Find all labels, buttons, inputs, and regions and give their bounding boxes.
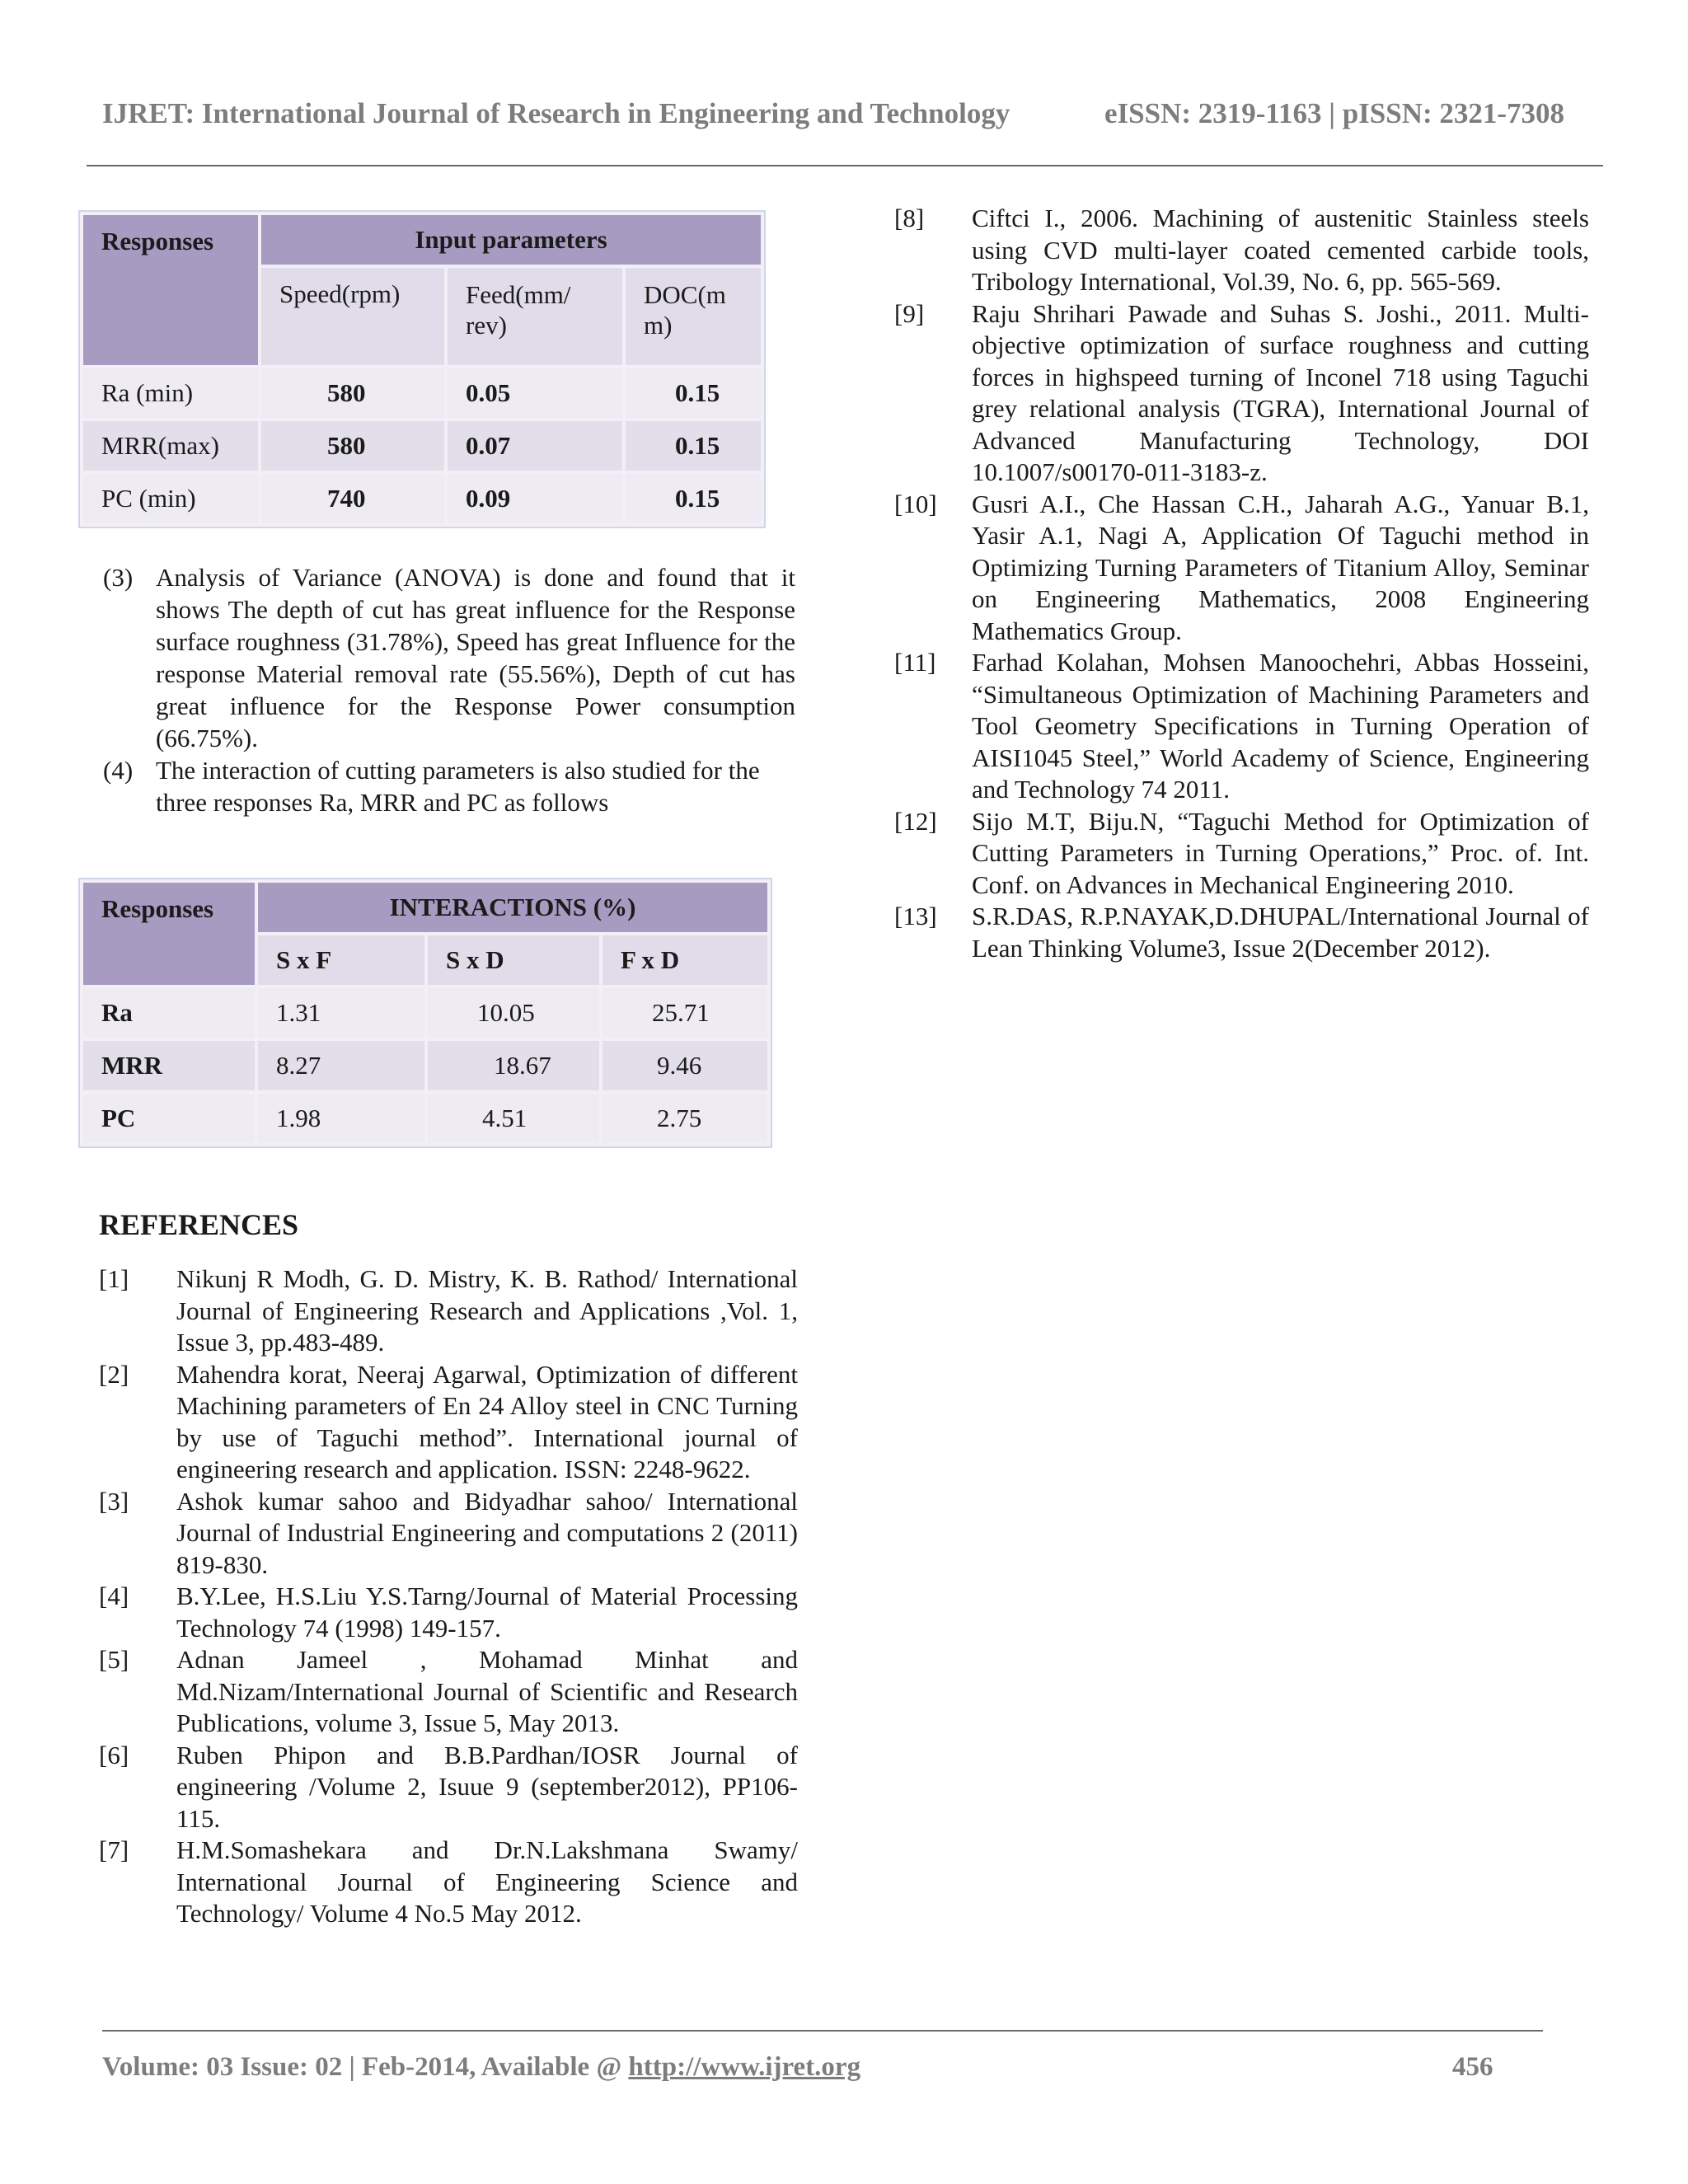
row-label: MRR xyxy=(83,1041,255,1090)
list-item xyxy=(99,1359,798,1486)
list-item xyxy=(894,806,1589,902)
row-label: Ra (min) xyxy=(83,368,258,418)
row-label: Ra xyxy=(83,988,255,1038)
cell-value: 580 xyxy=(261,421,444,471)
table-row xyxy=(83,421,761,471)
cell-value: 0.09 xyxy=(448,474,622,523)
table2-col-sxd: S x D xyxy=(428,935,599,985)
ref-text: H.M.Somashekara and Dr.N.Lakshmana Swamy/ International Journal of Engineering Science and Technology/ Volume 4 No.5 May 2012. xyxy=(176,1835,798,1928)
ref-text: S.R.DAS, R.P.NAYAK,D.DHUPAL/International Journal of Lean Thinking Volume3, Issue 2(December 2012). xyxy=(972,902,1589,963)
ref-number: [12] xyxy=(894,806,937,836)
journal-title: IJRET: International Journal of Research in Engineering and Technology xyxy=(102,97,1010,129)
ref-number: [7] xyxy=(99,1835,129,1864)
point-text: Analysis of Variance (ANOVA) is done and found that it shows The depth of cut has great influence for the Response surface roughness (31.78%), Speed has great Influence for the response Material removal rate (55.56%), Depth of cut has great influence for the Response Power consumption (66.75%). xyxy=(156,563,795,752)
table-row xyxy=(83,1041,767,1090)
cell-value: 4.51 xyxy=(428,1094,599,1143)
conclusion-points xyxy=(78,561,795,818)
ref-text: Mahendra korat, Neeraj Agarwal, Optimization of different Machining parameters of En 24 Alloy steel in CNC Turning by use of Taguchi method”. International journal of engineering research and application. ISSN: 2248-9622. xyxy=(176,1359,798,1483)
page-number: 456 xyxy=(1452,2052,1493,2082)
table1-col-speed: Speed(rpm) xyxy=(261,268,444,365)
issn-numbers: eISSN: 2319-1163 | pISSN: 2321-7308 xyxy=(1104,97,1565,129)
ref-number: [3] xyxy=(99,1486,129,1516)
left-column xyxy=(78,210,798,1930)
cell-value: 1.31 xyxy=(258,988,424,1038)
cell-value: 0.15 xyxy=(626,474,761,523)
list-item xyxy=(894,203,1589,298)
ref-text: Sijo M.T, Biju.N, “Taguchi Method for Optimization of Cutting Parameters in Turning Operations,” Proc. of. Int. Conf. on Advances in Mechanical Engineering 2010. xyxy=(972,806,1589,899)
cell-value: 580 xyxy=(261,368,444,418)
ref-text: Raju Shrihari Pawade and Suhas S. Joshi., 2011. Multi-objective optimization of surface roughness and cutting forces in highspeed turning of Inconel 718 using Taguchi grey relational analysis (TGRA), International Journal of Advanced Manufacturing Technology, DOI 10.1007/s00170-011-3183-z. xyxy=(972,298,1589,486)
list-item xyxy=(99,1740,798,1835)
row-label: PC xyxy=(83,1094,255,1143)
point-text: The interaction of cutting parameters is also studied for the three responses Ra, MRR and PC as follows xyxy=(156,756,760,817)
table1-header-responses: Responses xyxy=(83,215,258,365)
list-item xyxy=(99,1581,798,1644)
ref-number: [10] xyxy=(894,489,937,518)
point-number: (4) xyxy=(103,756,134,785)
references-list-right xyxy=(894,203,1589,964)
table-row xyxy=(83,474,761,523)
ref-number: [9] xyxy=(894,298,925,328)
interactions-table xyxy=(78,878,772,1148)
cell-value: 10.05 xyxy=(428,988,599,1038)
list-item xyxy=(99,1263,798,1359)
table2-header-interactions: INTERACTIONS (%) xyxy=(258,883,767,932)
optimal-parameters-table xyxy=(78,210,766,528)
cell-value: 0.07 xyxy=(448,421,622,471)
footer-text: Volume: 03 Issue: 02 | Feb-2014, Available @ xyxy=(102,2052,629,2082)
ref-number: [11] xyxy=(894,648,936,677)
cell-value: 1.98 xyxy=(258,1094,424,1143)
table-row xyxy=(83,988,767,1038)
point-number: (3) xyxy=(103,563,134,592)
cell-value: 9.46 xyxy=(603,1041,767,1090)
ref-text: Ruben Phipon and B.B.Pardhan/IOSR Journal of engineering /Volume 2, Isuue 9 (september2012), PP106-115. xyxy=(176,1740,798,1833)
list-item xyxy=(99,1835,798,1930)
footer-rule xyxy=(102,2030,1543,2032)
list-item xyxy=(894,298,1589,489)
list-item xyxy=(894,901,1589,964)
cell-value: 740 xyxy=(261,474,444,523)
ref-text: Adnan Jameel , Mohamad Minhat and Md.Nizam/International Journal of Scientific and Research Publications, volume 3, Issue 5, May 2013. xyxy=(176,1645,798,1737)
ref-number: [5] xyxy=(99,1645,129,1674)
list-item xyxy=(103,754,795,818)
list-item xyxy=(894,489,1589,648)
table-row xyxy=(83,1094,767,1143)
cell-value: 0.15 xyxy=(626,368,761,418)
table-row xyxy=(83,368,761,418)
list-item xyxy=(894,647,1589,806)
row-label: PC (min) xyxy=(83,474,258,523)
ref-text: Ashok kumar sahoo and Bidyadhar sahoo/ International Journal of Industrial Engineering and computations 2 (2011) 819-830. xyxy=(176,1486,798,1579)
ref-number: [1] xyxy=(99,1264,129,1293)
table1-col-feed: Feed(mm/ rev) xyxy=(448,268,622,365)
cell-value: 0.15 xyxy=(626,421,761,471)
ref-number: [2] xyxy=(99,1359,129,1389)
row-label: MRR(max) xyxy=(83,421,258,471)
cell-value: 2.75 xyxy=(603,1094,767,1143)
cell-value: 18.67 xyxy=(428,1041,599,1090)
table2-header-responses: Responses xyxy=(83,883,255,985)
list-item xyxy=(99,1486,798,1582)
ref-text: Ciftci I., 2006. Machining of austenitic Stainless steels using CVD multi-layer coated cemented carbide tools, Tribology International, Vol.39, No. 6, pp. 565-569. xyxy=(972,204,1589,296)
table2-col-sxf: S x F xyxy=(258,935,424,985)
ref-text: Gusri A.I., Che Hassan C.H., Jaharah A.G., Yanuar B.1, Yasir A.1, Nagi A, Application Of Taguchi method in Optimizing Turning Parameters of Titanium Alloy, Seminar on Engineering Mathematics, 2008 Engineering Mathematics Group. xyxy=(972,489,1589,645)
ref-text: B.Y.Lee, H.S.Liu Y.S.Tarng/Journal of Material Processing Technology 74 (1998) 149-157. xyxy=(176,1582,798,1643)
running-header xyxy=(102,97,1586,130)
table1-header-input-parameters: Input parameters xyxy=(261,215,761,265)
ref-text: Nikunj R Modh, G. D. Mistry, K. B. Rathod/ International Journal of Engineering Research and Applications ,Vol. 1, Issue 3, pp.483-489. xyxy=(176,1264,798,1357)
ref-number: [13] xyxy=(894,902,937,930)
ref-number: [4] xyxy=(99,1582,129,1610)
references-list-left xyxy=(99,1263,798,1930)
table1-col-doc: DOC(m m) xyxy=(626,268,761,365)
journal-link[interactable]: http://www.ijret.org xyxy=(628,2052,861,2082)
list-item xyxy=(99,1644,798,1740)
page-footer xyxy=(102,2052,860,2083)
list-item xyxy=(103,561,795,754)
ref-number: [6] xyxy=(99,1740,129,1769)
ref-text: Farhad Kolahan, Mohsen Manoochehri, Abbas Hosseini, “Simultaneous Optimization of Machining Parameters and Tool Geometry Specifications in Turning Operation of AISI1045 Steel,” World Academy of Science, Engineering and Technology 74 2011. xyxy=(972,648,1589,804)
cell-value: 25.71 xyxy=(603,988,767,1038)
right-column xyxy=(894,203,1589,964)
table2-col-fxd: F x D xyxy=(603,935,767,985)
references-heading: REFERENCES xyxy=(99,1208,299,1241)
cell-value: 8.27 xyxy=(258,1041,424,1090)
ref-number: [8] xyxy=(894,204,925,232)
cell-value: 0.05 xyxy=(448,368,622,418)
header-rule xyxy=(87,165,1603,166)
